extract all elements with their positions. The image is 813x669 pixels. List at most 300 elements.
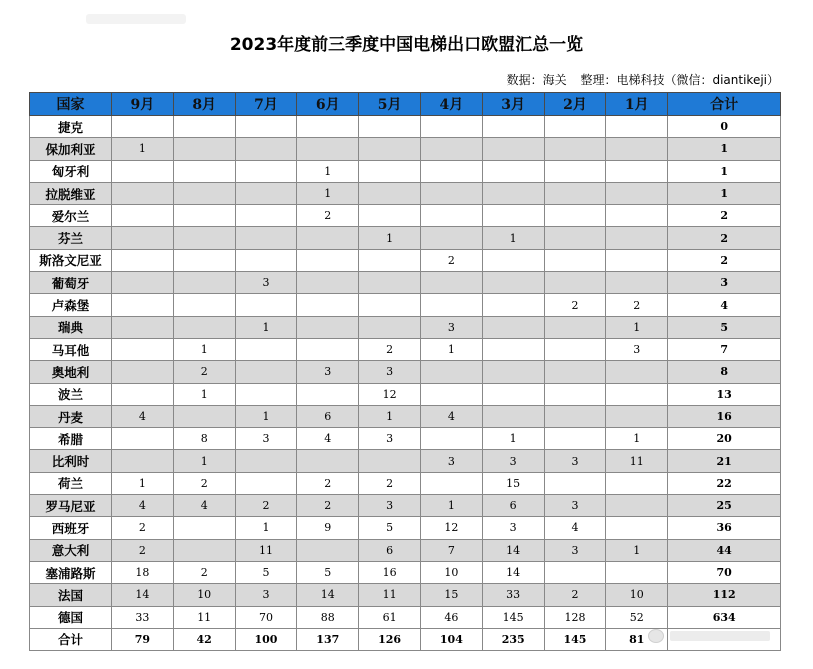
month-cell bbox=[297, 272, 359, 294]
row-total-cell: 4 bbox=[668, 294, 781, 316]
month-cell bbox=[606, 182, 668, 204]
credit-label: 整理：电梯科技（微信：diantikeji） bbox=[580, 73, 779, 87]
month-cell: 14 bbox=[482, 539, 544, 561]
month-cell: 3 bbox=[482, 450, 544, 472]
header-month: 3月 bbox=[482, 93, 544, 116]
country-cell: 意大利 bbox=[30, 539, 112, 561]
month-cell: 1 bbox=[482, 428, 544, 450]
page-title: 2023年度前三季度中国电梯出口欧盟汇总一览 bbox=[229, 35, 584, 55]
month-cell: 2 bbox=[544, 584, 606, 606]
month-cell bbox=[173, 517, 235, 539]
month-cell bbox=[606, 561, 668, 583]
row-total-cell: 112 bbox=[668, 584, 781, 606]
month-cell: 6 bbox=[297, 405, 359, 427]
month-cell bbox=[112, 116, 174, 138]
row-total-cell: 70 bbox=[668, 561, 781, 583]
header-month: 4月 bbox=[420, 93, 482, 116]
month-cell bbox=[173, 182, 235, 204]
table-row bbox=[30, 227, 781, 249]
month-cell: 70 bbox=[235, 606, 297, 628]
month-cell bbox=[420, 361, 482, 383]
country-cell: 拉脱维亚 bbox=[30, 182, 112, 204]
month-cell bbox=[420, 472, 482, 494]
country-cell: 荷兰 bbox=[30, 472, 112, 494]
month-cell bbox=[112, 450, 174, 472]
row-total-cell: 1 bbox=[668, 138, 781, 160]
month-cell bbox=[235, 361, 297, 383]
month-cell: 1 bbox=[235, 517, 297, 539]
month-cell: 2 bbox=[297, 472, 359, 494]
month-cell bbox=[235, 450, 297, 472]
month-cell bbox=[359, 205, 421, 227]
month-cell: 3 bbox=[359, 428, 421, 450]
row-total-cell: 13 bbox=[668, 383, 781, 405]
month-total-cell: 235 bbox=[482, 628, 544, 650]
month-cell: 3 bbox=[544, 450, 606, 472]
table-row bbox=[30, 272, 781, 294]
watermark-blur bbox=[670, 631, 770, 641]
month-cell bbox=[297, 450, 359, 472]
watermark bbox=[648, 627, 776, 645]
table-row bbox=[30, 606, 781, 628]
month-cell: 2 bbox=[112, 539, 174, 561]
month-cell bbox=[482, 205, 544, 227]
month-cell bbox=[482, 138, 544, 160]
month-cell bbox=[297, 316, 359, 338]
month-cell bbox=[544, 116, 606, 138]
row-total-cell: 8 bbox=[668, 361, 781, 383]
month-cell bbox=[359, 316, 421, 338]
month-cell bbox=[112, 316, 174, 338]
month-cell bbox=[482, 182, 544, 204]
month-cell bbox=[235, 116, 297, 138]
month-cell: 2 bbox=[173, 361, 235, 383]
month-cell: 1 bbox=[359, 227, 421, 249]
table-row bbox=[30, 338, 781, 360]
month-cell bbox=[359, 138, 421, 160]
month-cell: 3 bbox=[235, 428, 297, 450]
country-cell: 葡萄牙 bbox=[30, 272, 112, 294]
month-cell: 1 bbox=[235, 405, 297, 427]
month-cell bbox=[606, 495, 668, 517]
month-cell: 4 bbox=[112, 405, 174, 427]
month-total-cell: 145 bbox=[544, 628, 606, 650]
table-row bbox=[30, 517, 781, 539]
month-cell bbox=[482, 316, 544, 338]
month-cell: 18 bbox=[112, 561, 174, 583]
month-cell: 61 bbox=[359, 606, 421, 628]
month-cell bbox=[112, 338, 174, 360]
country-cell: 芬兰 bbox=[30, 227, 112, 249]
month-cell: 3 bbox=[359, 495, 421, 517]
month-cell bbox=[297, 249, 359, 271]
table-row bbox=[30, 361, 781, 383]
month-cell: 2 bbox=[297, 495, 359, 517]
month-cell bbox=[544, 138, 606, 160]
month-cell bbox=[482, 249, 544, 271]
table-row bbox=[30, 495, 781, 517]
month-cell bbox=[297, 138, 359, 160]
watermark-logo-icon bbox=[648, 629, 664, 643]
month-cell: 9 bbox=[297, 517, 359, 539]
month-cell bbox=[544, 338, 606, 360]
total-label: 合计 bbox=[30, 628, 112, 650]
row-total-cell: 1 bbox=[668, 182, 781, 204]
month-cell bbox=[606, 361, 668, 383]
month-cell bbox=[420, 383, 482, 405]
month-cell: 2 bbox=[235, 495, 297, 517]
country-cell: 捷克 bbox=[30, 116, 112, 138]
header-month: 5月 bbox=[359, 93, 421, 116]
month-cell: 1 bbox=[173, 383, 235, 405]
table-row bbox=[30, 539, 781, 561]
month-cell: 1 bbox=[606, 428, 668, 450]
month-cell bbox=[173, 272, 235, 294]
month-cell bbox=[544, 472, 606, 494]
row-total-cell: 1 bbox=[668, 160, 781, 182]
month-cell: 10 bbox=[606, 584, 668, 606]
month-cell bbox=[544, 361, 606, 383]
month-cell bbox=[359, 182, 421, 204]
country-cell: 塞浦路斯 bbox=[30, 561, 112, 583]
month-cell bbox=[482, 405, 544, 427]
country-cell: 马耳他 bbox=[30, 338, 112, 360]
month-cell bbox=[606, 138, 668, 160]
table-row bbox=[30, 383, 781, 405]
country-cell: 希腊 bbox=[30, 428, 112, 450]
month-cell: 12 bbox=[359, 383, 421, 405]
month-cell: 16 bbox=[359, 561, 421, 583]
month-cell: 2 bbox=[297, 205, 359, 227]
month-cell bbox=[544, 561, 606, 583]
month-cell: 3 bbox=[544, 495, 606, 517]
month-cell bbox=[112, 249, 174, 271]
month-cell bbox=[297, 294, 359, 316]
row-total-cell: 20 bbox=[668, 428, 781, 450]
month-cell bbox=[297, 227, 359, 249]
month-cell bbox=[173, 160, 235, 182]
month-cell: 1 bbox=[173, 338, 235, 360]
month-cell bbox=[544, 383, 606, 405]
header-total: 合计 bbox=[668, 93, 781, 116]
month-cell bbox=[606, 249, 668, 271]
month-cell bbox=[173, 116, 235, 138]
month-cell bbox=[359, 160, 421, 182]
month-cell: 52 bbox=[606, 606, 668, 628]
header-month: 6月 bbox=[297, 93, 359, 116]
month-cell bbox=[544, 227, 606, 249]
month-cell: 10 bbox=[173, 584, 235, 606]
month-total-cell: 137 bbox=[297, 628, 359, 650]
month-cell: 14 bbox=[482, 561, 544, 583]
country-cell: 丹麦 bbox=[30, 405, 112, 427]
month-cell bbox=[544, 272, 606, 294]
data-source-label: 数据：海关 bbox=[506, 73, 567, 87]
month-cell: 4 bbox=[544, 517, 606, 539]
header-month: 2月 bbox=[544, 93, 606, 116]
row-total-cell: 36 bbox=[668, 517, 781, 539]
row-total-cell: 44 bbox=[668, 539, 781, 561]
month-cell bbox=[173, 205, 235, 227]
month-cell: 3 bbox=[420, 316, 482, 338]
month-cell: 1 bbox=[606, 539, 668, 561]
month-cell bbox=[173, 316, 235, 338]
country-cell: 爱尔兰 bbox=[30, 205, 112, 227]
month-cell bbox=[297, 116, 359, 138]
month-cell bbox=[173, 405, 235, 427]
month-cell bbox=[112, 205, 174, 227]
month-cell: 33 bbox=[482, 584, 544, 606]
month-cell bbox=[112, 428, 174, 450]
month-cell bbox=[544, 249, 606, 271]
month-cell bbox=[235, 338, 297, 360]
month-cell: 2 bbox=[173, 472, 235, 494]
month-cell: 7 bbox=[420, 539, 482, 561]
table-row bbox=[30, 160, 781, 182]
month-cell: 4 bbox=[297, 428, 359, 450]
table-row bbox=[30, 316, 781, 338]
month-cell bbox=[482, 272, 544, 294]
month-cell bbox=[173, 249, 235, 271]
country-cell: 保加利亚 bbox=[30, 138, 112, 160]
month-cell bbox=[112, 361, 174, 383]
month-cell bbox=[544, 428, 606, 450]
month-total-cell: 42 bbox=[173, 628, 235, 650]
table-row bbox=[30, 584, 781, 606]
month-cell: 3 bbox=[235, 272, 297, 294]
month-cell bbox=[359, 272, 421, 294]
row-total-cell: 634 bbox=[668, 606, 781, 628]
month-cell bbox=[482, 338, 544, 360]
month-cell: 1 bbox=[420, 338, 482, 360]
row-total-cell: 0 bbox=[668, 116, 781, 138]
month-cell bbox=[420, 272, 482, 294]
country-cell: 德国 bbox=[30, 606, 112, 628]
month-cell: 8 bbox=[173, 428, 235, 450]
month-cell: 11 bbox=[235, 539, 297, 561]
month-cell bbox=[112, 294, 174, 316]
row-total-cell: 25 bbox=[668, 495, 781, 517]
month-cell bbox=[606, 227, 668, 249]
month-cell: 1 bbox=[606, 316, 668, 338]
month-cell bbox=[420, 205, 482, 227]
month-cell bbox=[112, 383, 174, 405]
month-cell bbox=[235, 182, 297, 204]
header-month: 8月 bbox=[173, 93, 235, 116]
month-cell: 15 bbox=[420, 584, 482, 606]
month-cell bbox=[359, 116, 421, 138]
row-total-cell: 3 bbox=[668, 272, 781, 294]
month-cell: 1 bbox=[297, 182, 359, 204]
month-cell: 2 bbox=[359, 472, 421, 494]
month-cell bbox=[482, 160, 544, 182]
month-cell bbox=[606, 472, 668, 494]
month-cell bbox=[544, 182, 606, 204]
month-cell bbox=[297, 539, 359, 561]
header-country: 国家 bbox=[30, 93, 112, 116]
month-cell: 5 bbox=[359, 517, 421, 539]
month-cell bbox=[606, 517, 668, 539]
month-cell: 1 bbox=[112, 138, 174, 160]
month-cell: 5 bbox=[297, 561, 359, 583]
table-row bbox=[30, 450, 781, 472]
country-cell: 匈牙利 bbox=[30, 160, 112, 182]
month-cell bbox=[606, 405, 668, 427]
month-cell: 2 bbox=[173, 561, 235, 583]
month-cell bbox=[420, 428, 482, 450]
month-cell bbox=[420, 227, 482, 249]
month-cell: 6 bbox=[359, 539, 421, 561]
table-row bbox=[30, 249, 781, 271]
month-cell: 4 bbox=[173, 495, 235, 517]
month-cell: 2 bbox=[359, 338, 421, 360]
row-total-cell: 2 bbox=[668, 249, 781, 271]
month-cell: 5 bbox=[235, 561, 297, 583]
table-row bbox=[30, 405, 781, 427]
month-cell bbox=[420, 182, 482, 204]
month-cell bbox=[112, 272, 174, 294]
source-line bbox=[497, 71, 779, 88]
header-month: 7月 bbox=[235, 93, 297, 116]
country-cell: 卢森堡 bbox=[30, 294, 112, 316]
month-cell bbox=[235, 472, 297, 494]
row-total-cell: 21 bbox=[668, 450, 781, 472]
month-cell bbox=[359, 249, 421, 271]
month-cell: 2 bbox=[420, 249, 482, 271]
month-cell: 3 bbox=[359, 361, 421, 383]
month-cell bbox=[482, 294, 544, 316]
month-cell bbox=[112, 227, 174, 249]
export-table bbox=[29, 92, 781, 651]
month-cell bbox=[606, 383, 668, 405]
month-cell: 1 bbox=[235, 316, 297, 338]
month-cell bbox=[606, 116, 668, 138]
month-cell: 46 bbox=[420, 606, 482, 628]
month-cell: 2 bbox=[112, 517, 174, 539]
month-cell: 1 bbox=[482, 227, 544, 249]
table-row bbox=[30, 294, 781, 316]
month-cell: 11 bbox=[606, 450, 668, 472]
country-cell: 奥地利 bbox=[30, 361, 112, 383]
month-cell: 4 bbox=[112, 495, 174, 517]
table-row bbox=[30, 205, 781, 227]
month-cell: 3 bbox=[420, 450, 482, 472]
month-cell: 145 bbox=[482, 606, 544, 628]
blurred-watermark-top bbox=[86, 14, 186, 24]
row-total-cell: 16 bbox=[668, 405, 781, 427]
month-cell: 33 bbox=[112, 606, 174, 628]
month-cell bbox=[544, 205, 606, 227]
header-month: 9月 bbox=[112, 93, 174, 116]
country-cell: 瑞典 bbox=[30, 316, 112, 338]
month-cell bbox=[359, 294, 421, 316]
month-cell: 1 bbox=[173, 450, 235, 472]
row-total-cell: 2 bbox=[668, 205, 781, 227]
month-total-cell: 100 bbox=[235, 628, 297, 650]
month-cell bbox=[482, 361, 544, 383]
month-cell: 4 bbox=[420, 405, 482, 427]
table-row bbox=[30, 116, 781, 138]
month-cell: 88 bbox=[297, 606, 359, 628]
month-cell: 2 bbox=[606, 294, 668, 316]
row-total-cell: 7 bbox=[668, 338, 781, 360]
country-cell: 西班牙 bbox=[30, 517, 112, 539]
month-cell bbox=[235, 227, 297, 249]
month-cell bbox=[235, 160, 297, 182]
month-cell bbox=[235, 383, 297, 405]
table-row bbox=[30, 428, 781, 450]
month-cell: 3 bbox=[235, 584, 297, 606]
month-cell bbox=[235, 205, 297, 227]
month-cell bbox=[606, 160, 668, 182]
month-cell: 11 bbox=[173, 606, 235, 628]
table-row bbox=[30, 182, 781, 204]
month-total-cell: 79 bbox=[112, 628, 174, 650]
month-total-cell: 104 bbox=[420, 628, 482, 650]
month-cell: 6 bbox=[482, 495, 544, 517]
header-row bbox=[30, 93, 781, 116]
month-cell bbox=[173, 227, 235, 249]
month-cell: 10 bbox=[420, 561, 482, 583]
month-cell bbox=[544, 405, 606, 427]
month-cell: 128 bbox=[544, 606, 606, 628]
month-cell bbox=[420, 294, 482, 316]
month-cell bbox=[235, 249, 297, 271]
month-cell bbox=[544, 160, 606, 182]
month-cell bbox=[235, 138, 297, 160]
month-cell: 1 bbox=[420, 495, 482, 517]
table-row bbox=[30, 138, 781, 160]
month-cell bbox=[112, 160, 174, 182]
row-total-cell: 2 bbox=[668, 227, 781, 249]
month-cell bbox=[297, 383, 359, 405]
month-cell bbox=[420, 160, 482, 182]
month-cell: 1 bbox=[112, 472, 174, 494]
month-cell: 3 bbox=[297, 361, 359, 383]
month-cell bbox=[297, 338, 359, 360]
month-cell: 2 bbox=[544, 294, 606, 316]
month-cell: 11 bbox=[359, 584, 421, 606]
month-cell: 14 bbox=[112, 584, 174, 606]
month-cell: 1 bbox=[359, 405, 421, 427]
month-cell bbox=[173, 539, 235, 561]
month-cell bbox=[420, 138, 482, 160]
month-total-cell: 126 bbox=[359, 628, 421, 650]
table-row bbox=[30, 472, 781, 494]
month-cell: 3 bbox=[482, 517, 544, 539]
table-row bbox=[30, 561, 781, 583]
header-month: 1月 bbox=[606, 93, 668, 116]
country-cell: 比利时 bbox=[30, 450, 112, 472]
row-total-cell: 22 bbox=[668, 472, 781, 494]
month-cell: 3 bbox=[544, 539, 606, 561]
month-cell bbox=[359, 450, 421, 472]
country-cell: 法国 bbox=[30, 584, 112, 606]
month-cell bbox=[420, 116, 482, 138]
month-cell: 14 bbox=[297, 584, 359, 606]
month-cell bbox=[606, 205, 668, 227]
month-cell bbox=[606, 272, 668, 294]
country-cell: 罗马尼亚 bbox=[30, 495, 112, 517]
month-cell bbox=[173, 294, 235, 316]
month-cell: 15 bbox=[482, 472, 544, 494]
row-total-cell: 5 bbox=[668, 316, 781, 338]
country-cell: 波兰 bbox=[30, 383, 112, 405]
month-cell: 3 bbox=[606, 338, 668, 360]
month-cell bbox=[482, 383, 544, 405]
month-cell: 12 bbox=[420, 517, 482, 539]
country-cell: 斯洛文尼亚 bbox=[30, 249, 112, 271]
